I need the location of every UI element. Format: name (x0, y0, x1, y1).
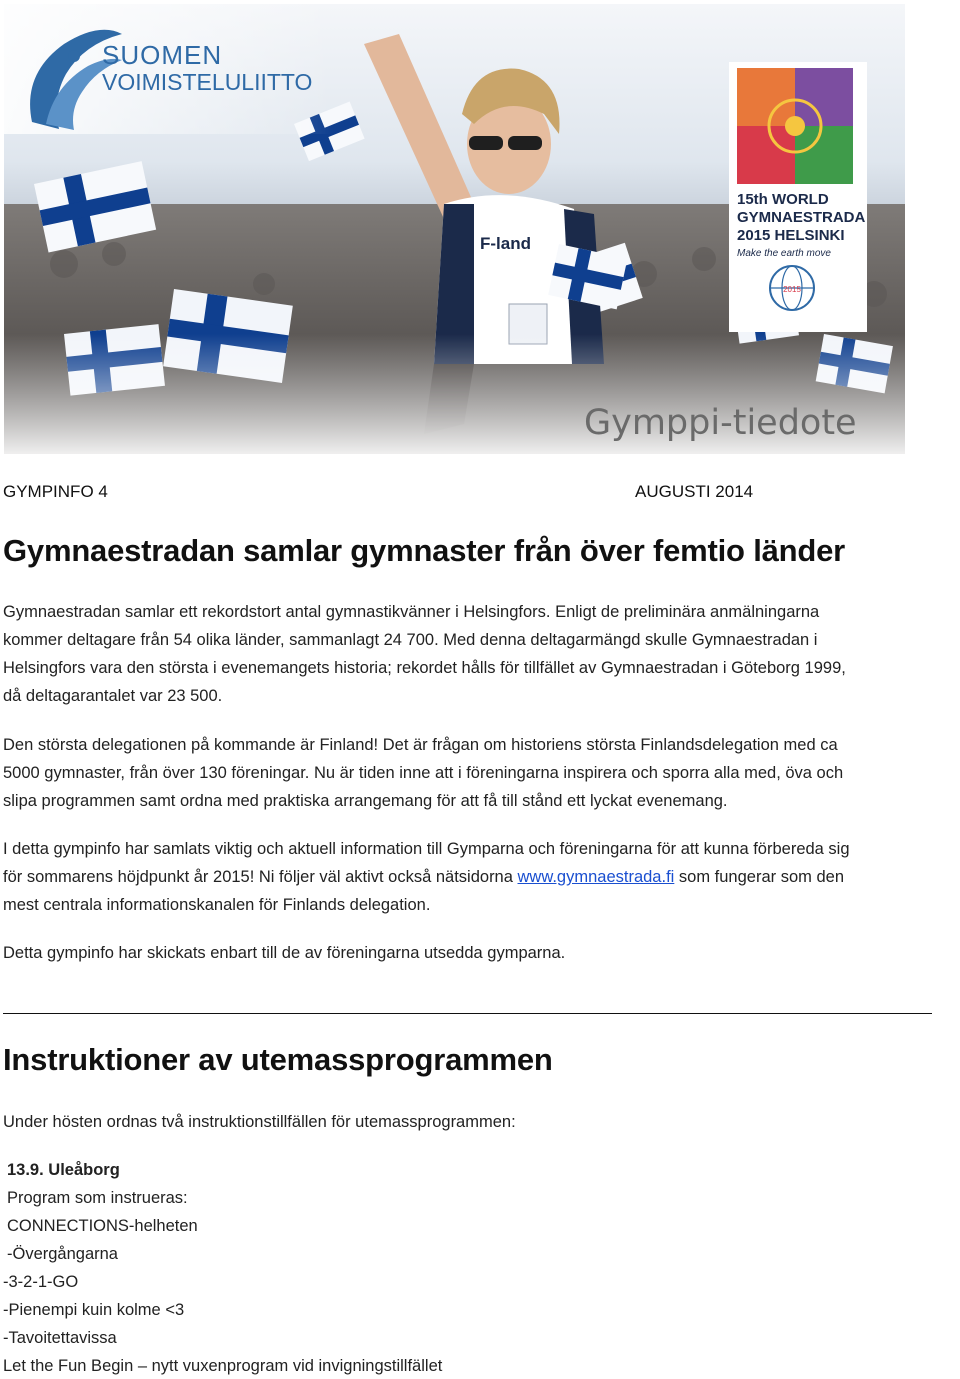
article1-heading: Gymnaestradan samlar gymnaster från över femtio länder (3, 533, 846, 568)
text-line: slipa programmen samt ordna med praktiska arrangemang för att få till stånd ett lyckat evenemang. (3, 792, 728, 810)
article2-heading: Instruktioner av utemassprogrammen (3, 1042, 553, 1077)
list-item: Program som instrueras: (7, 1189, 188, 1207)
event-line1: 15th WORLD (737, 191, 829, 208)
text-line: Den största delegationen på kommande är Finland! Det är frågan om historiens största Finlandsdelegation med ca (3, 736, 838, 754)
text-line: mest centrala informationskanalen för Finlands delegation. (3, 896, 431, 914)
list-item: -Övergångarna (7, 1245, 118, 1263)
federation-name-line1: SUOMEN (102, 40, 223, 70)
text-line: då deltagarantalet var 23 500. (3, 687, 223, 705)
jacket-text: F-land (480, 234, 531, 253)
text-line (3, 863, 958, 891)
text-span: för sommarens höjdpunkt år 2015! Ni följer väl aktivt också nätsidorna (3, 868, 518, 886)
list-item: -3-2-1-GO (3, 1273, 79, 1291)
list-item: CONNECTIONS-helheten (7, 1217, 198, 1235)
section-divider (3, 1013, 932, 1014)
issue-label: GYMPINFO 4 (3, 482, 108, 501)
text-line: 5000 gymnaster, från över 130 föreningar. Nu är tiden inne att i föreningarna inspirera och sporra alla med, öva och (3, 764, 844, 782)
list-item: -Tavoitettavissa (3, 1329, 117, 1347)
header-banner (4, 4, 905, 454)
event-line3: 2015 HELSINKI (737, 227, 845, 244)
article1-paragraph-3 (3, 835, 958, 919)
gymnaestrada-link[interactable]: www.gymnaestrada.fi (517, 868, 675, 886)
seal-text: 2015 (783, 285, 801, 294)
issue-date: AUGUSTI 2014 (635, 482, 754, 501)
header-photo (4, 4, 905, 454)
text-line: Gymnaestradan samlar ett rekordstort antal gymnastikvänner i Helsingfors. Enligt de preliminära anmälningarna (3, 603, 820, 621)
text-line: kommer deltagare från 54 olika länder, sammanlagt 24 700. Med denna deltagarmängd skulle Gymnaestradan i (3, 631, 818, 649)
list-item: Let the Fun Begin – nytt vuxenprogram vid invigningstillfället (3, 1357, 443, 1375)
article1-paragraph-4: Detta gympinfo har skickats enbart till de av föreningarna utsedda gymparna. (3, 944, 566, 962)
event-logo (729, 62, 867, 332)
federation-name-line2: VOIMISTELULIITTO (102, 69, 313, 95)
article2-intro: Under hösten ordnas två instruktionstillfällen för utemassprogrammen: (3, 1113, 516, 1131)
event-line2: GYMNAESTRADA (737, 209, 866, 226)
text-line: Helsingfors vara den största i evenemangets historia; rekordet hålls för tillfället av Gymnaestradan i Göteborg 1999, (3, 659, 846, 677)
article1-paragraph-1 (3, 598, 958, 710)
newsletter-title: Gymppi-tiedote (584, 403, 857, 443)
list-item: -Pienempi kuin kolme <3 (3, 1301, 185, 1319)
article1-paragraph-2 (3, 731, 958, 815)
session-title: 13.9. Uleåborg (7, 1161, 120, 1179)
text-line: I detta gympinfo har samlats viktig och aktuell information till Gymparna och föreningarna för att kunna förbereda sig (3, 840, 850, 858)
event-tagline: Make the earth move (737, 248, 831, 259)
text-span: som fungerar som den (674, 868, 844, 886)
